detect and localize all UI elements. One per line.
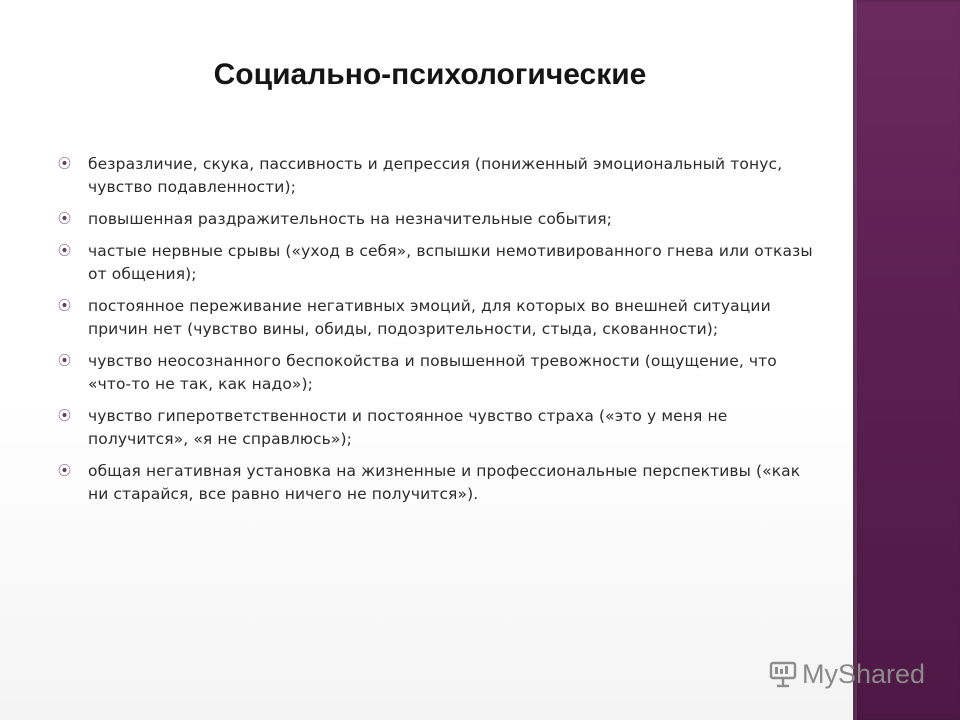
presentation-board-icon [768, 659, 798, 689]
bullet-text: общая негативная установка на жизненные и профессиональные перспективы («как ни старайся, все равно ничего не получится»). [88, 462, 801, 503]
bullet-text: постоянное переживание негативных эмоций, для которых во внешней ситуации причин нет (чувство вины, обиды, подозрительности, стыда, скованности); [88, 297, 771, 338]
watermark [768, 656, 925, 692]
list-item [58, 405, 818, 451]
bullet-icon: ⦿ [58, 212, 72, 227]
bullet-text: чувство гиперответственности и постоянное чувство страха («это у меня не получится», «я не справлюсь»); [88, 407, 728, 448]
bullet-icon: ⦿ [58, 299, 72, 314]
list-item [58, 350, 818, 396]
bullet-icon: ⦿ [58, 464, 72, 479]
list-item [58, 240, 818, 286]
bullet-icon: ⦿ [58, 157, 72, 172]
list-item [58, 208, 818, 231]
list-item [58, 153, 818, 199]
bullet-text: безразличие, скука, пассивность и депрессия (пониженный эмоциональный тонус, чувство подавленности); [88, 155, 783, 196]
watermark-text: MyShared [802, 659, 926, 689]
side-accent-panel [853, 0, 960, 720]
bullet-icon: ⦿ [58, 409, 72, 424]
bullet-text: частые нервные срывы («уход в себя», вспышки немотивированного гнева или отказы от общения); [88, 242, 813, 283]
slide-title: Социально-психологические [213, 58, 647, 91]
bullet-text: чувство неосознанного беспокойства и повышенной тревожности (ощущение, что «что-то не так, как надо»); [88, 352, 777, 393]
bullet-icon: ⦿ [58, 354, 72, 369]
bullet-list [58, 153, 818, 515]
bullet-text: повышенная раздражительность на незначительные события; [88, 210, 612, 228]
list-item [58, 295, 818, 341]
list-item [58, 460, 818, 506]
bullet-icon: ⦿ [58, 244, 72, 259]
